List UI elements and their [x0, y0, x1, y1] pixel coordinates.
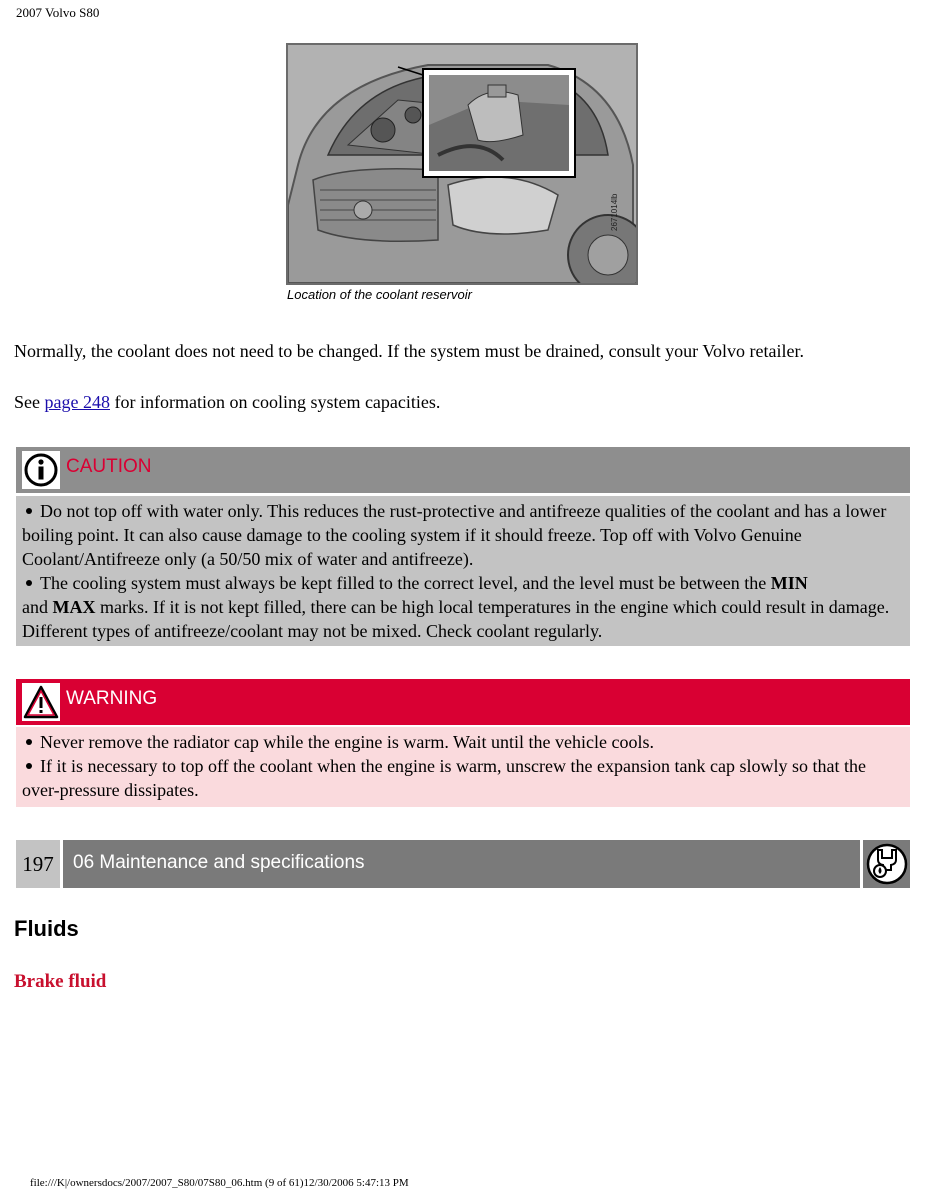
figure-caption: Location of the coolant reservoir	[287, 287, 472, 302]
caution-item-text: marks. If it is not kept filled, there can be high local temperatures in the engine which could result in damage. Different types of antifreeze/coolant may not be mixed. Check coolant regularly.	[22, 597, 890, 641]
page-number: 197	[16, 840, 60, 888]
caution-body	[16, 496, 910, 646]
warning-item-text: Never remove the radiator cap while the engine is warm. Wait until the vehicle cools.	[40, 732, 655, 752]
min-mark: MIN	[770, 573, 808, 593]
chapter-title: 06 Maintenance and specifications	[73, 852, 365, 873]
warning-title: WARNING	[66, 688, 158, 709]
warning-item-text: If it is necessary to top off the coolant when the engine is warm, unscrew the expansion tank cap slowly so that the over-pressure dissipates.	[22, 756, 866, 800]
caution-item-text: The cooling system must always be kept filled to the correct level, and the level must be between the	[40, 573, 771, 593]
warning-item	[22, 754, 904, 802]
warning-item	[22, 730, 904, 754]
wrench-oil-icon	[863, 840, 910, 888]
paragraph-capacities	[14, 391, 440, 413]
section-title: Fluids	[14, 916, 79, 941]
chapter-banner	[16, 840, 910, 888]
bullet	[26, 763, 32, 769]
caution-header	[16, 447, 910, 493]
caution-item	[22, 571, 904, 643]
warning-header	[16, 679, 910, 725]
info-icon	[22, 451, 60, 489]
text-segment: See	[14, 392, 45, 412]
bullet	[26, 739, 32, 745]
caution-title: CAUTION	[66, 456, 152, 477]
caution-item-text: and	[22, 597, 53, 617]
warning-triangle-icon	[22, 683, 60, 721]
text-segment: for information on cooling system capacities.	[109, 392, 441, 412]
document-footer: file:///K|/ownersdocs/2007/2007_S80/07S80_06.htm (9 of 61)12/30/2006 5:47:13 PM	[30, 1177, 409, 1189]
caution-item-text: Do not top off with water only. This reduces the rust-protective and antifreeze qualities of the coolant and has a lower boiling point. It can also cause damage to the cooling system if it should freeze. Top off with Volvo Genuine Coolant/Antifreeze only (a 50/50 mix of water and antifreeze).	[22, 501, 887, 569]
warning-body	[16, 727, 910, 807]
document-header: 2007 Volvo S80	[16, 5, 100, 20]
chapter-icon-box	[863, 840, 910, 888]
bullet	[26, 508, 32, 514]
figure-code: 2671014lb	[610, 193, 619, 231]
page-248-link[interactable]: page 248	[44, 392, 110, 412]
paragraph-coolant-change: Normally, the coolant does not need to be changed. If the system must be drained, consult your Volvo retailer.	[14, 341, 804, 361]
coolant-reservoir-illustration	[286, 43, 638, 285]
chapter-title-bar	[63, 840, 860, 888]
section-subtitle: Brake fluid	[14, 971, 107, 992]
bullet	[26, 580, 32, 586]
max-mark: MAX	[52, 597, 96, 617]
caution-item	[22, 499, 904, 571]
